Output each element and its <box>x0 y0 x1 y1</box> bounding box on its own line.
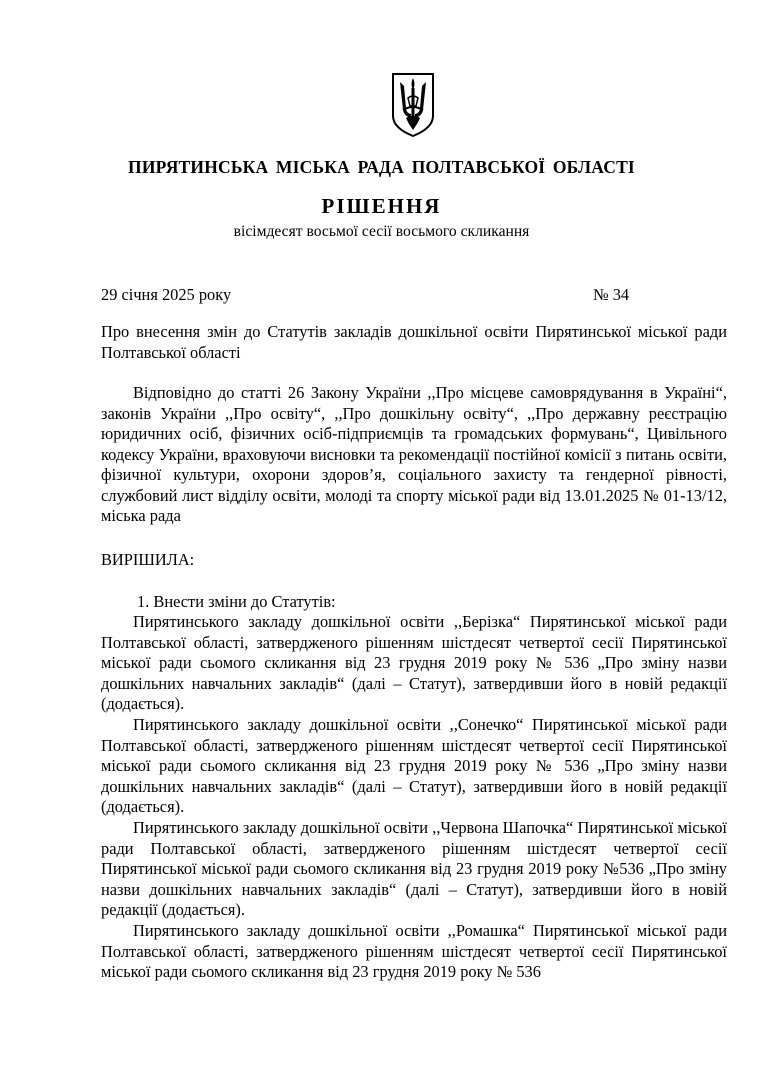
decision-date: 29 січня 2025 року <box>101 285 232 304</box>
council-name: ПИРЯТИНСЬКА МІСЬКА РАДА ПОЛТАВСЬКОЇ ОБЛАСТІ <box>128 157 635 177</box>
statute-paragraph-romashka: Пирятинського закладу дошкільної освіти ,,Ромашка“ Пирятинської міської ради Полтавської області, затвердженого рішенням шістдесят четвертої сесії Пирятинської міської ради сьомого скликання від 23 грудня 2019 року № 536 <box>101 921 727 981</box>
item-1-heading: 1. Внести зміни до Статутів: <box>137 592 336 611</box>
ukraine-trident-emblem-icon <box>390 72 436 138</box>
decision-subject: Про внесення змін до Статутів закладів дошкільної освіти Пирятинської міської ради Полтавської області <box>101 322 727 362</box>
preamble-paragraph: Відповідно до статті 26 Закону України ,,Про місцеве самоврядування в Україні“, законів України ,,Про освіту“, ,,Про дошкільну освіту“, ,,Про державну реєстрацію юридичних осіб, фізичних осіб-підприємців та громадських формувань“, Цивільного кодексу України, враховуючи висновки та рекомендації постійної комісії з питань освіти, фізичної культури, охорони здоров’я, соціального захисту та гендерної рівності, службовий лист відділу освіти, молоді та спорту міської ради від 13.01.2025 № 01-13/12, міська рада <box>101 383 727 525</box>
statute-paragraph-berizka: Пирятинського закладу дошкільної освіти ,,Берізка“ Пирятинської міської ради Полтавської області, затвердженого рішенням шістдесят четвертої сесії Пирятинської міської ради сьомого скликання від 23 грудня 2019 року № 536 „Про зміну назви дошкільних навчальних закладів“ (далі – Статут), затвердивши його в новій редакції (додається). <box>101 612 727 713</box>
session-subtitle: вісімдесят восьмої сесії восьмого скликання <box>233 223 530 240</box>
decision-number: № 34 <box>593 285 630 304</box>
statute-paragraph-chervona-shapochka: Пирятинського закладу дошкільної освіти ,,Червона Шапочка“ Пирятинської міської ради Полтавської області, затвердженого рішенням шістдесят четвертої сесії Пирятинської міської ради сьомого скликання від 23 грудня 2019 року №536 „Про зміну назви дошкільних навчальних закладів“ (далі – Статут), затвердивши його в новій редакції (додається). <box>101 818 727 919</box>
statute-paragraph-sonechko: Пирятинського закладу дошкільної освіти ,,Сонечко“ Пирятинської міської ради Полтавської області, затвердженого рішенням шістдесят четвертої сесії Пирятинської міської ради сьомого скликання від 23 грудня 2019 року № 536 „Про зміну назви дошкільних навчальних закладів“ (далі – Статут), затвердивши його в новій редакції (додається). <box>101 715 727 816</box>
resolved-heading: ВИРІШИЛА: <box>101 550 195 569</box>
document-type-title: РІШЕННЯ <box>321 194 442 218</box>
